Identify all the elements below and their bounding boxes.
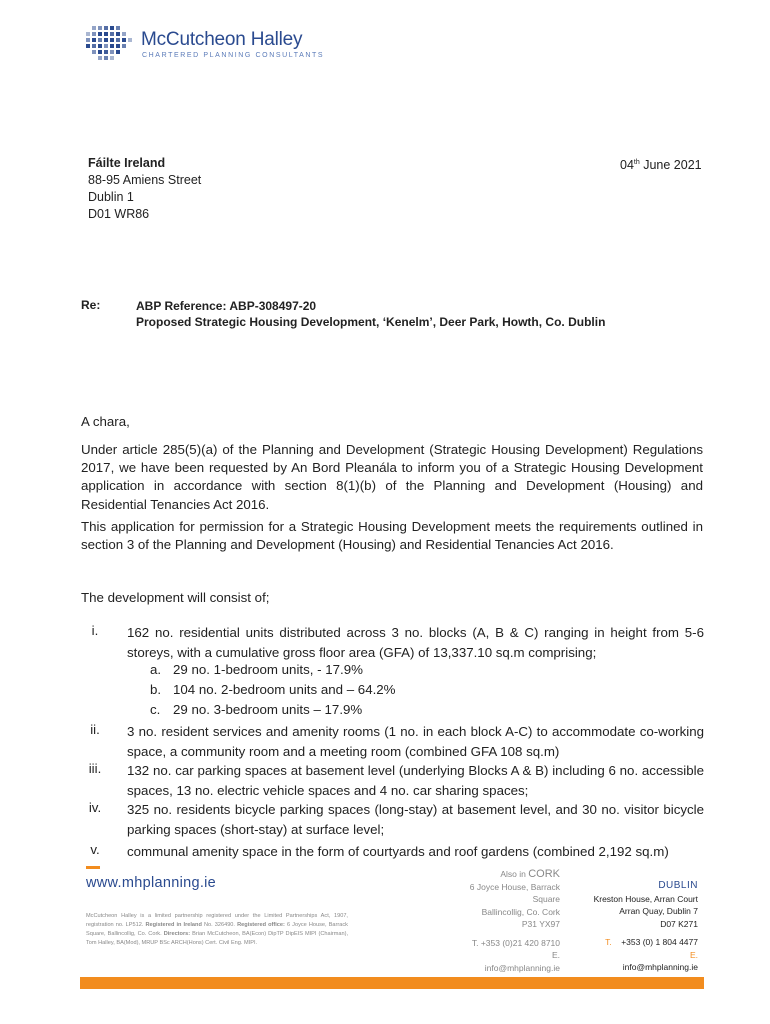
body-paragraph: Under article 285(5)(a) of the Planning and Development (Strategic Housing Development) Regulations 2017, we have been requested by An Bord Pleanála to inform you of a Strategic Housing Development application in accordance with section 8(1)(b) of the Planning and Development (Housing) and Residential Tenancies Act 2016. xyxy=(81,442,703,512)
list-item-text: 162 no. residential units distributed across 3 no. blocks (A, B & C) ranging in height from 5-6 storeys, with a cumulative gross floor area (GFA) of 13,337.10 sq.m comprising; xyxy=(127,625,704,660)
office-phone: T. +353 (0)21 420 8710 xyxy=(471,937,560,948)
letter-date xyxy=(620,158,702,172)
list-item-text: 132 no. car parking spaces at basement level (underlying Blocks A & B) including 6 no. accessible spaces, 13 no. electric vehicle spaces and 4 no. car sharing spaces; xyxy=(127,763,704,798)
office-line: 6 Joyce House, Barrack xyxy=(469,881,560,892)
company-logo-icon xyxy=(86,26,134,62)
footer-accent-bar xyxy=(86,866,100,869)
date-suffix: th xyxy=(633,158,640,166)
sub-item-text: 29 no. 3-bedroom units – 17.9% xyxy=(173,702,363,717)
footer-website-link[interactable]: www.mhplanning.ie xyxy=(86,875,217,891)
list-item-text: 325 no. residents bicycle parking spaces (long-stay) at basement level, and 30 no. visitor bicycle parking spaces (short-stay) at surface level; xyxy=(127,802,704,837)
company-name: McCutcheon Halley xyxy=(141,29,303,50)
office-line: Kreston House, Arran Court xyxy=(593,893,698,904)
legal-text: Registered in Ireland xyxy=(145,922,202,928)
company-tagline: CHARTERED PLANNING CONSULTANTS xyxy=(142,52,325,59)
body-paragraph: This application for permission for a Strategic Housing Development meets the requirements outlined in section 3 of the Planning and Development (Housing) and Residential Tenancies Act 2016. xyxy=(81,519,703,553)
sub-item-letter: b. xyxy=(150,682,162,697)
office-line: D07 K271 xyxy=(660,918,698,929)
office-line: Ballincollig, Co. Cork xyxy=(481,906,560,917)
salutation: A chara, xyxy=(81,414,130,429)
footer-legal-text xyxy=(86,912,348,948)
list-item-text: communal amenity space in the form of courtyards and roof gardens (combined 2,192 sq.m) xyxy=(127,844,669,859)
office-city: DUBLIN xyxy=(658,880,698,891)
office-line: P31 YX97 xyxy=(521,919,560,929)
recipient-line: Dublin 1 xyxy=(88,190,134,204)
office-email[interactable]: info@mhplanning.ie xyxy=(622,962,698,972)
cork-office-address xyxy=(440,868,560,974)
office-line: Square xyxy=(532,894,560,904)
re-label: Re: xyxy=(81,298,101,312)
legal-text: Brian McCutcheon, BA(Econ) DipTP DipEIS MIPI (Chairman), Tom Halley, BA(Mod), MRUP BSc ARCH(Hons) Cert. Civil Eng. MIPI. xyxy=(86,931,349,946)
date-rest: June 2021 xyxy=(639,158,702,172)
sub-item-text: 104 no. 2-bedroom units and – 64.2% xyxy=(173,682,396,697)
recipient-name: Fáilte Ireland xyxy=(88,156,166,170)
dublin-office-address xyxy=(566,880,698,974)
recipient-line: 88-95 Amiens Street xyxy=(88,173,202,187)
list-item-number: i. xyxy=(91,623,99,638)
re-reference: ABP Reference: ABP-308497-20 xyxy=(136,299,317,313)
office-email-label: E. xyxy=(689,949,698,960)
also-in-label: Also in xyxy=(500,869,526,879)
list-item-text: 3 no. resident services and amenity rooms (1 no. in each block A-C) to accommodate co-working space, a community room and a meeting room (combined GFA 108 sq.m) xyxy=(127,724,704,759)
legal-text: McCutcheon Halley is a limited partnership registered under the Limited Partnerships Act, 1907, registration no. LP512. xyxy=(86,913,348,928)
re-subject xyxy=(136,298,605,330)
office-phone-label: T. xyxy=(605,937,612,947)
office-email-label: E. xyxy=(551,950,560,960)
sub-item-letter: c. xyxy=(150,702,161,717)
list-item-number: iii. xyxy=(88,761,102,776)
office-line: Arran Quay, Dublin 7 xyxy=(619,906,698,916)
list-item-number: v. xyxy=(90,842,100,857)
recipient-address xyxy=(88,155,201,223)
list-item-number: ii. xyxy=(90,722,100,737)
list-item-number: iv. xyxy=(88,800,102,815)
sub-item-letter: a. xyxy=(150,662,162,677)
office-city: CORK xyxy=(528,868,560,880)
date-day: 04 xyxy=(620,158,634,172)
sub-item-text: 29 no. 1-bedroom units, - 17.9% xyxy=(173,662,363,677)
office-phone: +353 (0) 1 804 4477 xyxy=(621,937,698,947)
re-title: Proposed Strategic Housing Development, ‘Kenelm’, Deer Park, Howth, Co. Dublin xyxy=(136,315,606,329)
recipient-line: D01 WR86 xyxy=(88,207,150,221)
body-paragraph: The development will consist of; xyxy=(81,590,270,605)
legal-text: Registered office: xyxy=(237,922,285,928)
legal-text: No. 326490. xyxy=(203,922,235,928)
legal-text: 6 Joyce House, Barrack Square, Ballincollig, Co. Cork. xyxy=(86,922,348,937)
legal-text: Directors: xyxy=(163,931,191,937)
office-email[interactable]: info@mhplanning.ie xyxy=(484,962,560,973)
footer-orange-bar xyxy=(80,977,704,989)
